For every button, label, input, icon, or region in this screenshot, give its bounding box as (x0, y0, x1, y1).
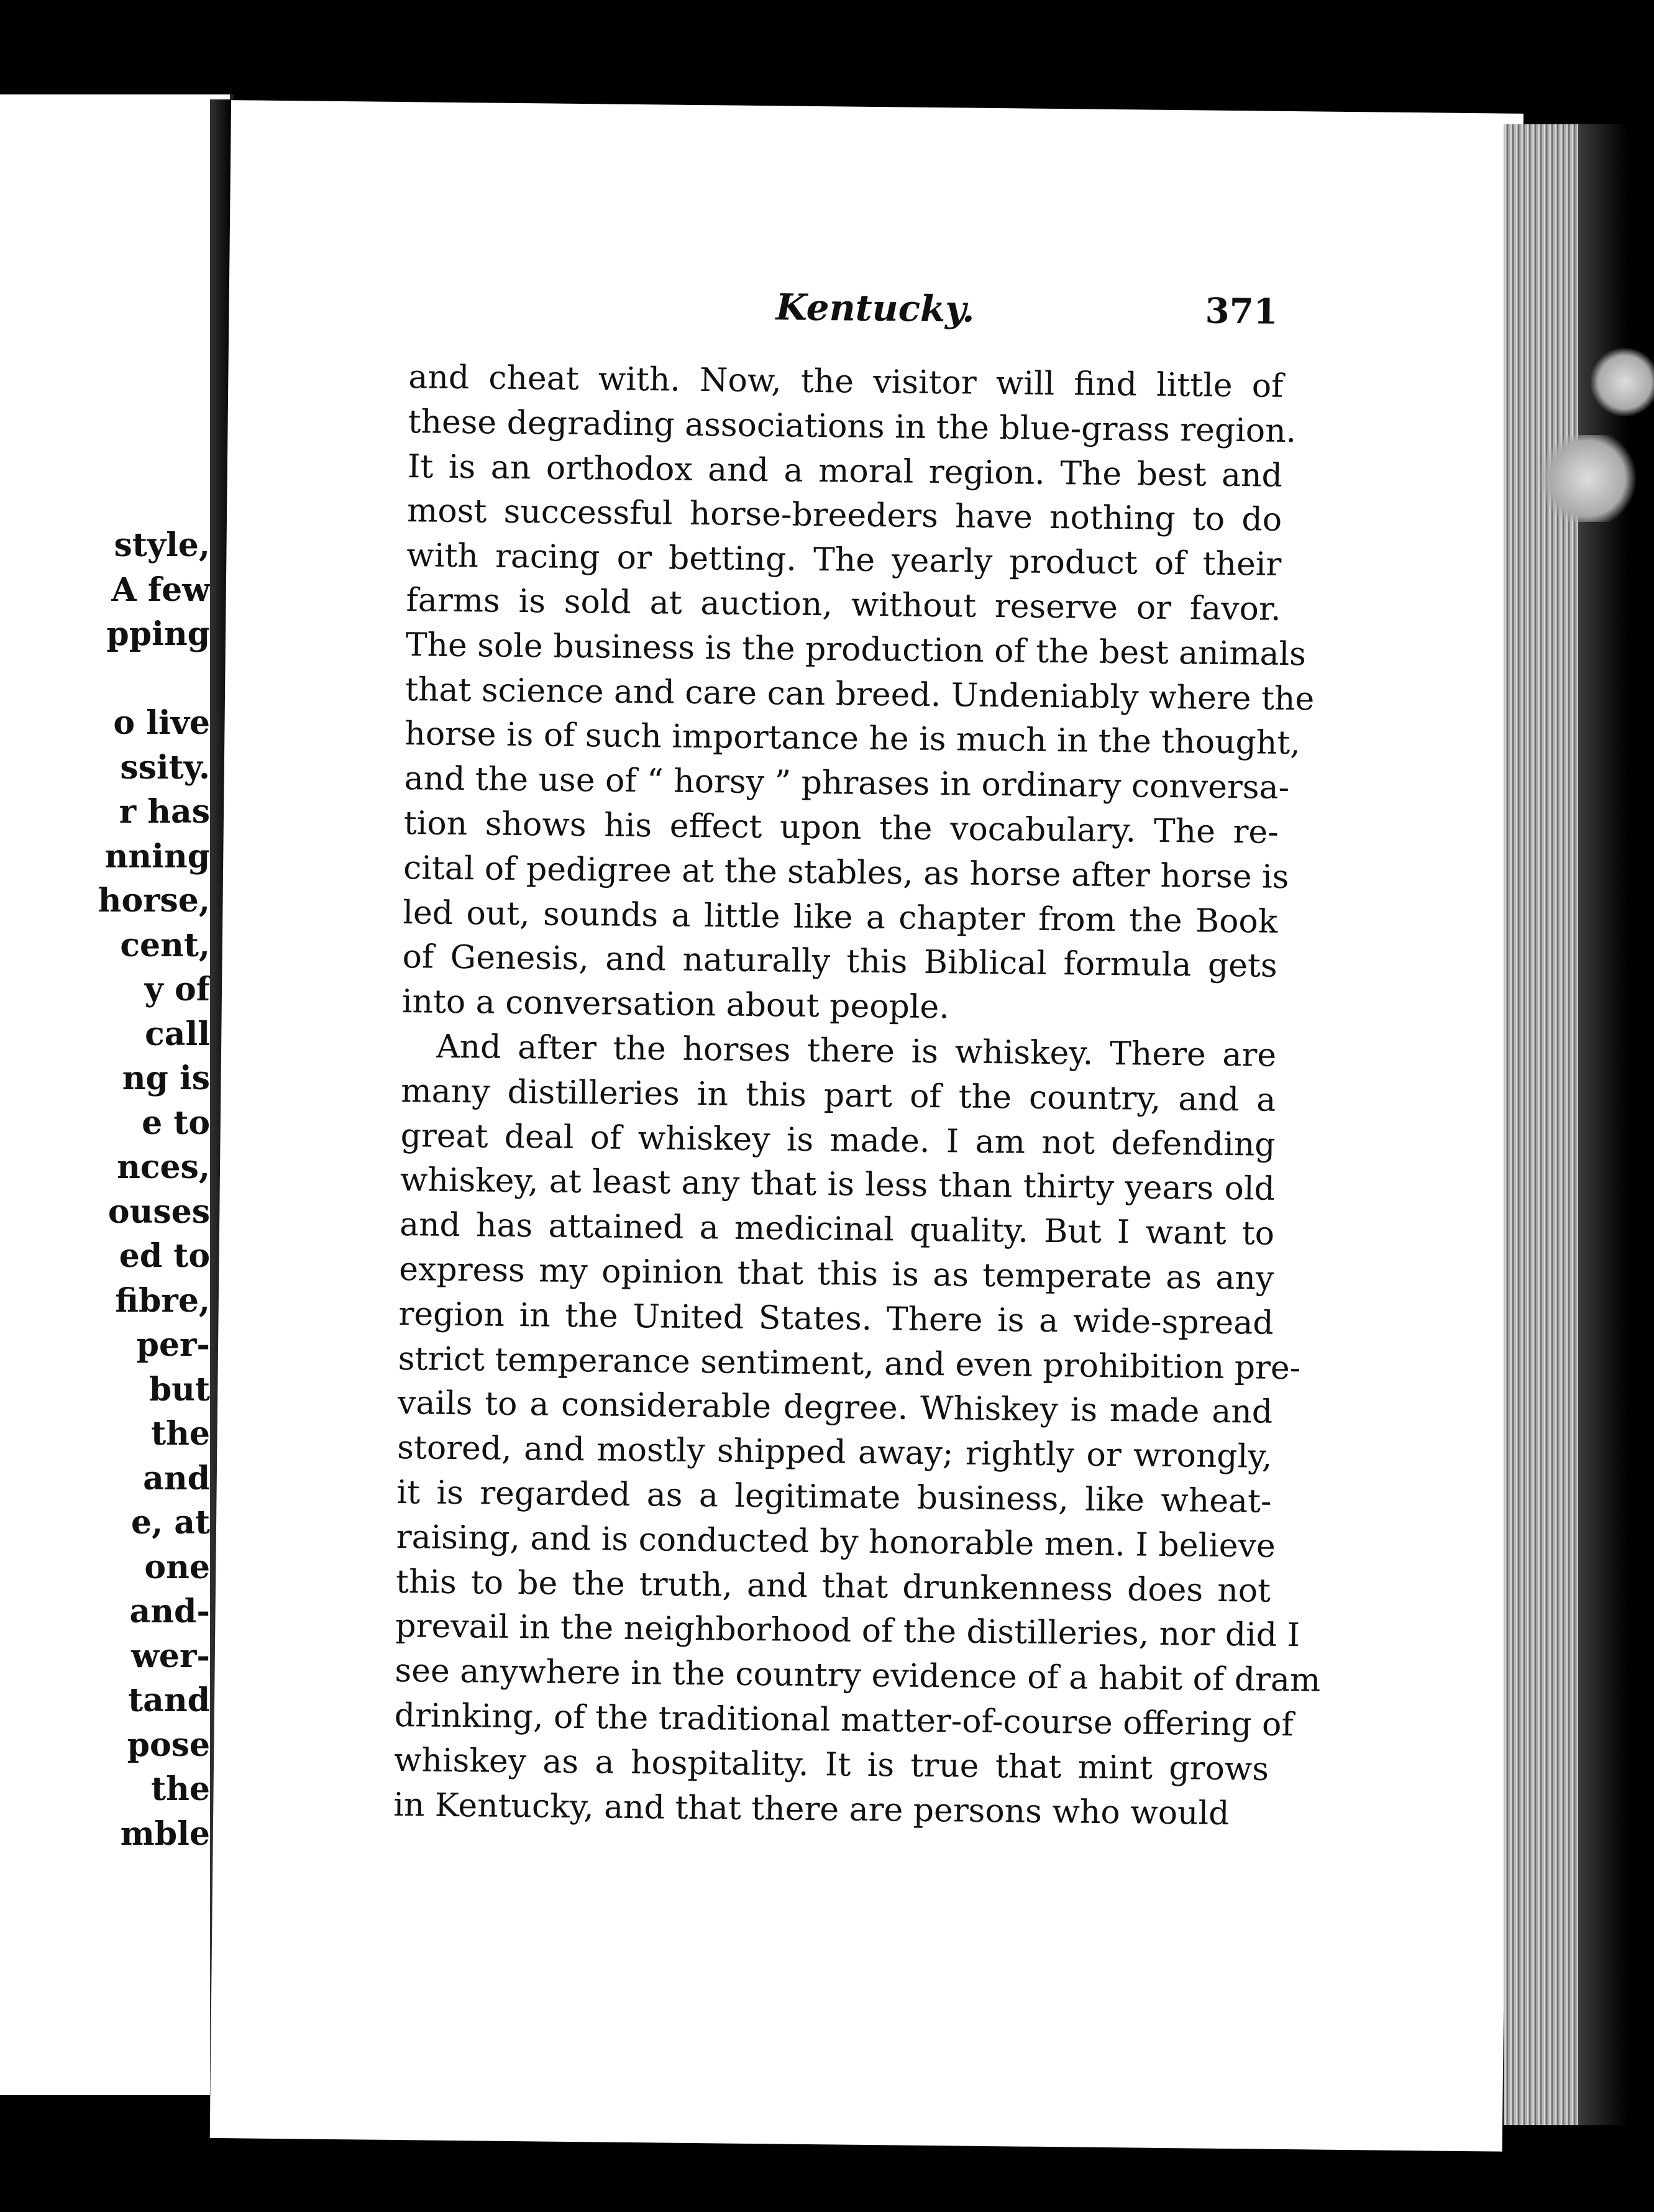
left-page-fragment: and (143, 1459, 210, 1497)
text-line: It is an orthodox and a moral region. The best and (407, 447, 1283, 495)
text-line: most successful horse-breeders have nothing to do (406, 492, 1282, 539)
left-page-fragment: ouses (107, 1192, 210, 1231)
left-page-fragment: the (151, 1770, 210, 1808)
left-page-fragment: r has (119, 793, 210, 831)
left-page-fragment: A few (111, 570, 210, 609)
left-page-fragment: ed to (119, 1237, 210, 1275)
paper-smudge (1535, 435, 1640, 522)
page-number: 371 (1205, 290, 1278, 332)
left-page-fragment: pping (106, 615, 210, 653)
text-line: and cheat with. Now, the visitor will find little of (408, 359, 1284, 405)
text-line: stored, and mostly shipped away; rightly or wrongly, (397, 1429, 1272, 1476)
left-page-fragment: wer- (131, 1637, 210, 1675)
body-text (393, 355, 1321, 1837)
left-page-fragment: style, (114, 526, 210, 564)
text-line: and has attained a medicinal quality. But I want to (399, 1206, 1275, 1253)
left-page-fragment: the (151, 1415, 210, 1453)
left-page-fragment: and- (129, 1593, 210, 1630)
left-page-fragment: o live (113, 704, 210, 742)
left-page-fragment: pose (127, 1725, 210, 1764)
text-line: these degrading associations in the blue-grass region. (408, 403, 1297, 450)
left-page-fragment: per- (136, 1326, 210, 1364)
left-page-fragment: e, at (130, 1504, 210, 1542)
left-page-fragment: fibre, (115, 1281, 210, 1320)
text-line: led out, sounds a little like a chapter from the Book (403, 893, 1278, 941)
left-page-fragment: mble (120, 1814, 210, 1853)
text-line: in Kentucky, and that there are persons who would (393, 1786, 1230, 1832)
right-page (210, 100, 1524, 2152)
text-line: whiskey as a hospitality. It is true that mint grows (393, 1741, 1269, 1788)
left-page-fragment: ng is (122, 1059, 210, 1097)
left-facing-page (0, 94, 234, 2095)
text-line: tion shows his effect upon the vocabulary. The re- (403, 805, 1279, 851)
page-edge-shadow (1578, 124, 1628, 2125)
left-page-fragment: nning (104, 837, 210, 875)
left-page-fragment: but (148, 1370, 210, 1409)
text-line: with racing or betting. The yearly product of their (406, 537, 1282, 584)
running-title: Kentucky. (775, 286, 975, 331)
text-line: The sole business is the production of the best animals (405, 626, 1307, 674)
text-line: many distilleries in this part of the country, and a (401, 1072, 1276, 1119)
running-head (229, 280, 1522, 344)
left-page-fragment: ssity. (120, 748, 210, 787)
left-page-fragment (24, 657, 210, 702)
text-line: vails to a considerable degree. Whiskey is made and (397, 1384, 1273, 1432)
text-line: region in the United States. There is a wide-spread (398, 1295, 1274, 1342)
text-line: horse is of such importance he is much in the thought, (404, 715, 1301, 762)
text-line: cital of pedigree at the stables, as horse after horse is (403, 849, 1289, 896)
text-line: whiskey, at least any that is less than thirty years old (400, 1161, 1276, 1209)
text-line: express my opinion that this is as temperate as any (399, 1250, 1274, 1297)
text-line: into a conversation about people. (401, 983, 950, 1026)
text-line: see anywhere in the country evidence of a habit of dram (395, 1652, 1321, 1699)
left-page-fragment: one (144, 1548, 210, 1586)
text-line: raising, and is conducted by honorable men. I believe (396, 1518, 1276, 1565)
text-line: that science and care can breed. Undeniably where the (404, 670, 1315, 718)
text-line: and the use of “ horsy ” phrases in ordinary conversa- (404, 760, 1290, 807)
text-line: farms is sold at auction, without reserve or favor. (406, 582, 1281, 628)
text-line: strict temperance sentiment, and even prohibition pre- (398, 1340, 1301, 1387)
left-page-fragment: horse, (98, 882, 210, 920)
left-page-fragment: cent, (120, 926, 210, 964)
text-line: this to be the truth, and that drunkenness does not (395, 1563, 1271, 1610)
page-edge-stack (1504, 124, 1578, 2125)
text-line: drinking, of the traditional matter-of-course offering of (394, 1696, 1294, 1744)
left-page-fragment: y of (144, 971, 210, 1008)
left-page-fragment: tand (128, 1681, 210, 1719)
left-page-fragment: nces, (117, 1148, 210, 1186)
text-line: great deal of whiskey is made. I am not defending (400, 1117, 1276, 1164)
left-page-fragment: e to (142, 1104, 210, 1142)
text-line: And after the horses there is whiskey. There are (436, 1028, 1277, 1074)
text-line: it is regarded as a legitimate business, like wheat- (396, 1473, 1272, 1520)
left-page-text-fragments (24, 523, 210, 1856)
left-page-fragment: call (145, 1015, 210, 1053)
text-line: prevail in the neighborhood of the distilleries, nor did I (395, 1607, 1300, 1655)
text-line: of Genesis, and naturally this Biblical formula gets (402, 938, 1277, 985)
paper-smudge (1591, 348, 1654, 416)
